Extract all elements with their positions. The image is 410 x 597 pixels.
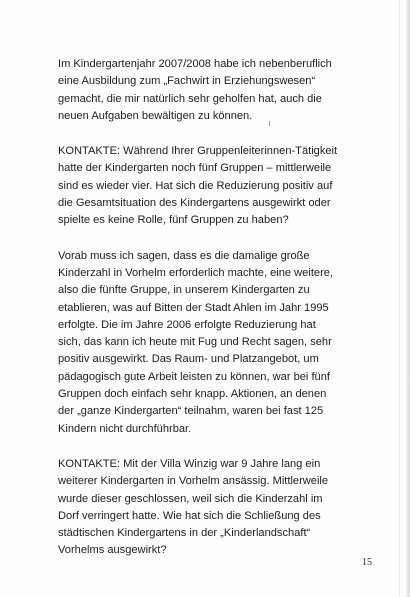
page-edge-line [399, 0, 400, 597]
page-number: 15 [362, 557, 372, 568]
paragraph-3-answer [58, 248, 378, 438]
body-text [58, 56, 378, 578]
text-line: KONTAKTE: Während Ihrer Gruppenleiterinnen-Tätigkeit [58, 145, 338, 158]
page-edge-shadow [406, 0, 410, 597]
text-line: Kinderzahl in Vorhelm erforderlich machte, eine weitere, [58, 266, 334, 279]
text-line: weiterer Kindergarten in Vorhelm ansässig. Mittlerweile [58, 475, 329, 488]
text-line: KONTAKTE: Mit der Villa Winzig war 9 Jahre lang ein [58, 457, 321, 470]
paragraph-4-question [58, 456, 378, 560]
text-line: wurde dieser geschlossen, weil sich die Kinderzahl im [58, 492, 323, 505]
text-line: hatte der Kindergarten noch fünf Gruppen – mittlerweile [58, 162, 332, 175]
text-line: gemacht, die mir natürlich sehr geholfen hat, auch die [58, 92, 322, 105]
text-line: Vorhelms ausgewirkt? [58, 544, 167, 557]
text-line: Vorab muss ich sagen, dass es die damalige große [58, 249, 310, 262]
paragraph-2-question [58, 143, 378, 229]
text-line: sich, das kann ich heute mit Fug und Recht sagen, sehr [58, 336, 332, 349]
text-line: neuen Aufgaben bewältigen zu können. [58, 109, 253, 122]
text-line: Dorf verringert hatte. Wie hat sich die Schließung des [58, 509, 321, 522]
paragraph-1 [58, 56, 378, 125]
text-line: also die fünfte Gruppe, in unserem Kindergarten zu [58, 284, 310, 297]
text-line: Kindern nicht durchführbar. [58, 422, 192, 435]
text-line: Im Kindergartenjahr 2007/2008 habe ich nebenberuflich [58, 58, 332, 70]
text-line: pädagogisch gute Arbeit leisten zu können, war bei fünf [58, 370, 330, 383]
text-line: spielte es keine Rolle, fünf Gruppen zu haben? [58, 214, 289, 227]
text-line: städtischen Kindergartens in der „Kinderlandschaft“ [58, 527, 311, 540]
text-line: die Gesamtsituation des Kindergartens ausgewirkt oder [58, 197, 331, 210]
text-line: eine Ausbildung zum „Fachwirt in Erziehungswesen“ [58, 75, 316, 88]
text-line: etablieren, was auf Bitten der Stadt Ahlen im Jahr 1995 [58, 301, 329, 314]
text-line: erfolgte. Die im Jahre 2006 erfolgte Reduzierung hat [58, 318, 316, 331]
text-line: der „ganze Kindergarten“ teilnahm, waren bei fast 125 [58, 405, 324, 418]
text-line: Gruppen doch einfach sehr knapp. Aktionen, an denen [58, 388, 327, 401]
text-line: sind es wieder vier. Hat sich die Reduzierung positiv auf [58, 179, 333, 192]
text-line: positiv ausgewirkt. Das Raum- und Platzangebot, um [58, 353, 319, 366]
